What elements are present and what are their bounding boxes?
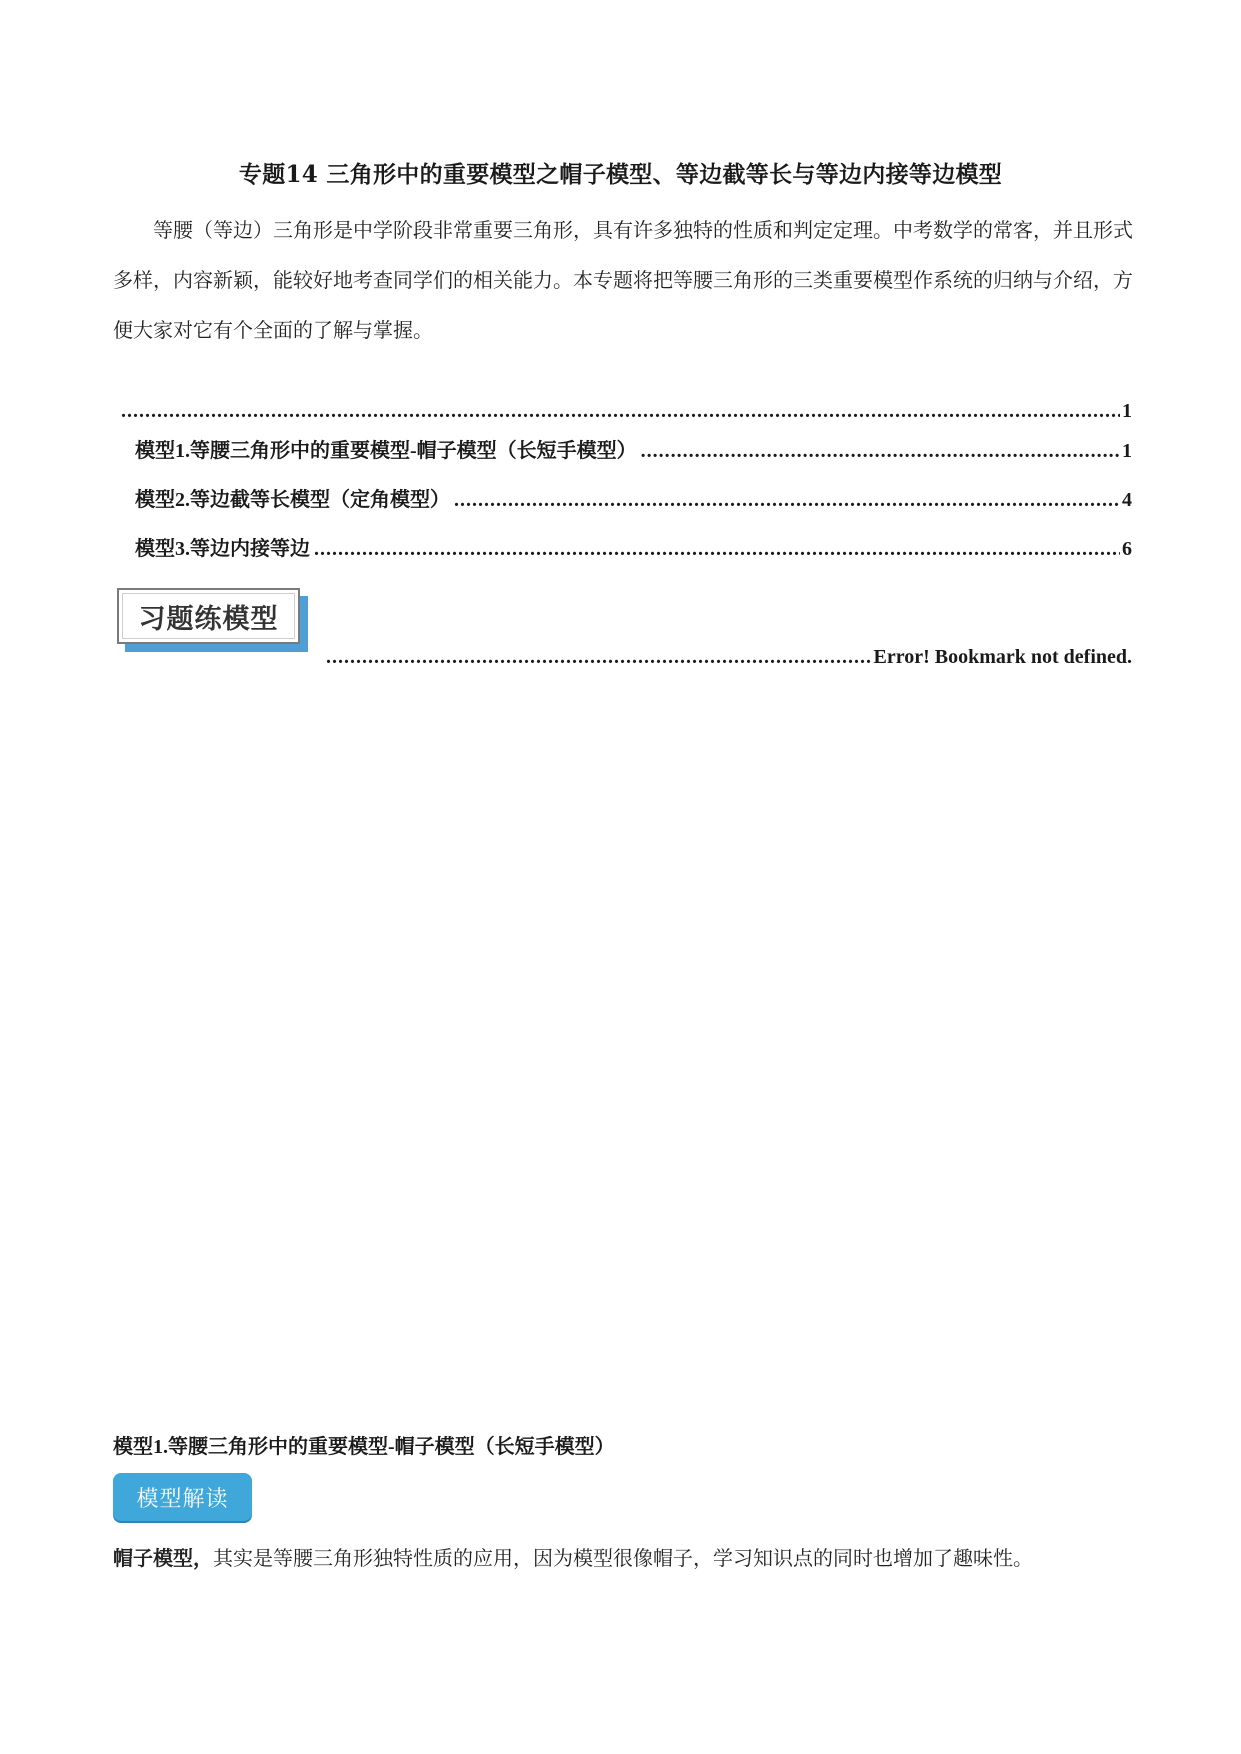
toc-dot-leader bbox=[326, 646, 871, 669]
toc-dot-leader bbox=[641, 440, 1120, 463]
model-interpretation-badge: 模型解读 bbox=[113, 1473, 252, 1521]
toc-entry[interactable] bbox=[117, 532, 1132, 562]
toc-dot-leader bbox=[314, 538, 1120, 561]
toc-entry[interactable] bbox=[117, 434, 1132, 464]
toc-entry-page: 1 bbox=[1122, 440, 1132, 462]
toc-dot-leader bbox=[121, 400, 1120, 423]
body-text: 其实是等腰三角形独特性质的应用，因为模型很像帽子，学习知识点的同时也增加了趣味性。 bbox=[213, 1546, 1033, 1570]
toc-dot-leader bbox=[454, 489, 1120, 512]
badge-label: 习题练模型 bbox=[117, 588, 300, 644]
toc-entry-label: 模型1.等腰三角形中的重要模型-帽子模型（长短手模型） bbox=[135, 440, 637, 462]
toc-entry-label: 模型2.等边截等长模型（定角模型） bbox=[135, 489, 450, 511]
toc-entry-page: 1 bbox=[1122, 400, 1132, 422]
toc-entry[interactable] bbox=[322, 646, 1132, 676]
toc-entry[interactable] bbox=[117, 400, 1132, 430]
term-label: 帽子模型， bbox=[113, 1546, 213, 1570]
toc-entry-page: 4 bbox=[1122, 489, 1132, 511]
toc-entry-label: 模型3.等边内接等边 bbox=[135, 538, 310, 560]
page-title: 专题14 三角形中的重要模型之帽子模型、等边截等长与等边内接等边模型 bbox=[238, 161, 1003, 188]
toc-entry[interactable] bbox=[117, 483, 1132, 513]
intro-paragraph: 等腰（等边）三角形是中学阶段非常重要三角形，具有许多独特的性质和判定定理。中考数学的常客，并且形式多样，内容新颖，能较好地考查同学们的相关能力。本专题将把等腰三角形的三类重要模型作系统的归纳与介绍，方便大家对它有个全面的了解与掌握。 bbox=[113, 218, 1133, 342]
practice-model-badge bbox=[117, 588, 300, 648]
body-paragraph bbox=[113, 1542, 1143, 1571]
toc-entry-page: 6 bbox=[1122, 538, 1132, 560]
section-heading: 模型1.等腰三角形中的重要模型-帽子模型（长短手模型） bbox=[113, 1436, 615, 1458]
toc-entry-page: Error! Bookmark not defined. bbox=[873, 646, 1132, 668]
